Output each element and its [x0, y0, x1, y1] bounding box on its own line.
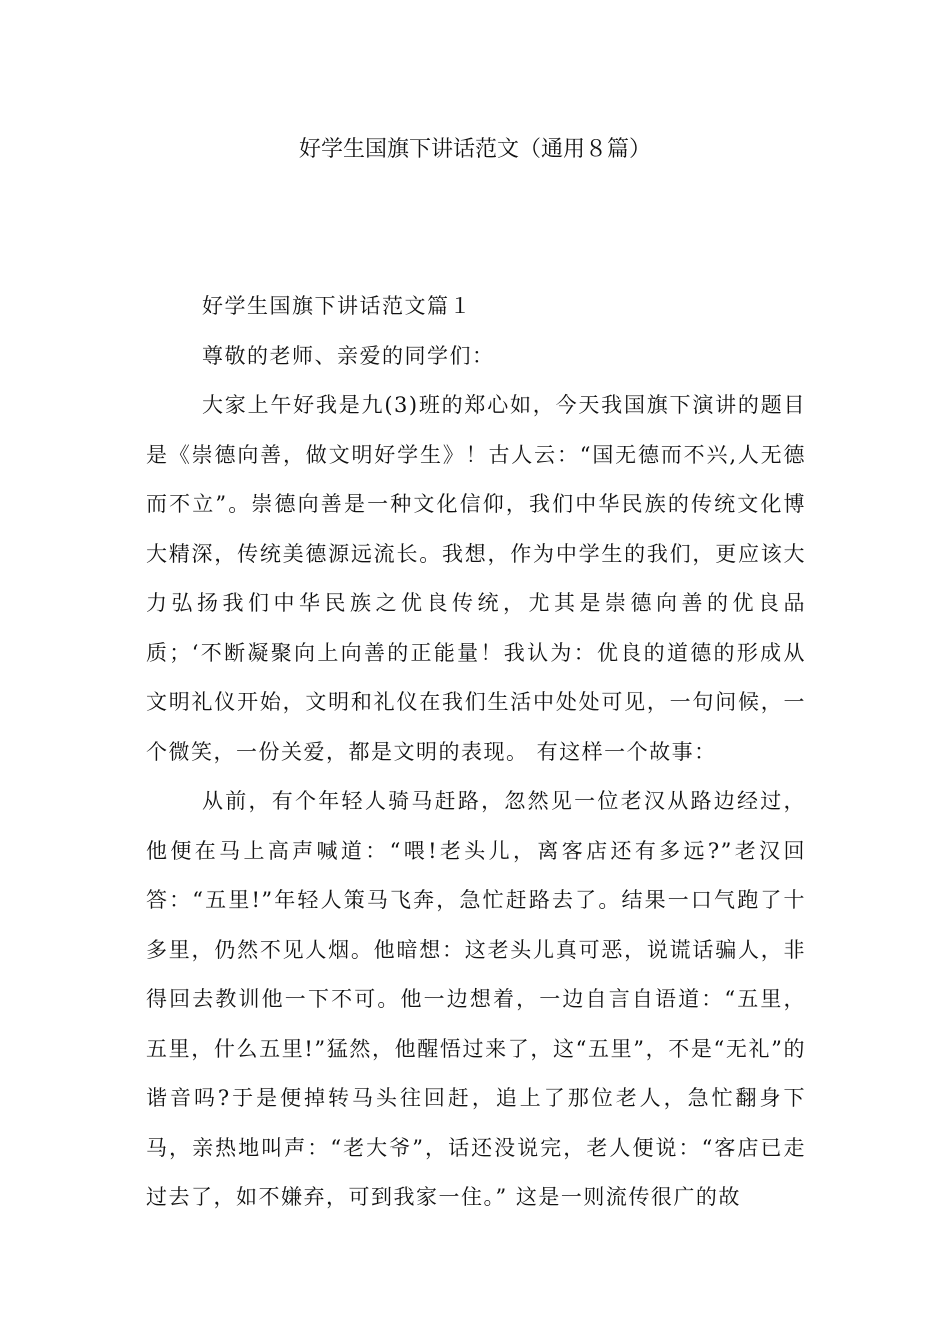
document-title: 好学生国旗下讲话范文（通用８篇）	[298, 137, 651, 162]
document-body	[146, 282, 806, 1223]
greeting: 尊敬的老师、亲爱的同学们：	[202, 343, 495, 368]
paragraph-1: 大家上午好我是九(3)班的郑心如，今天我国旗下演讲的题目是《崇德向善，做文明好学生》！古人云：“国无德而不兴,人无德而不立”。崇德向善是一种文化信仰，我们中华民族的传统文化博大精深，传统美德源远流长。我想，作为中学生的我们，更应该大力弘扬我们中华民族之优良传统，尤其是崇德向善的优良品质；‘不断凝聚向上向善的正能量！我认为：优良的道德的形成从文明礼仪开始，文明和礼仪在我们生活中处处可见，一句问候，一个微笑，一份关爱，都是文明的表现。 有这样一个故事：	[146, 393, 806, 764]
paragraph-2: 从前，有个年轻人骑马赶路，忽然见一位老汉从路边经过，他便在马上高声喊道：“喂!老头儿，离客店还有多远?”老汉回答：“五里!”年轻人策马飞奔，急忙赶路去了。结果一口气跑了十多里，仍然不见人烟。他暗想：这老头儿真可恶，说谎话骗人，非得回去教训他一下不可。他一边想着，一边自言自语道：“五里，五里，什么五里!”猛然，他醒悟过来了，这“五里”，不是“无礼”的谐音吗?于是便掉转马头往回赶，追上了那位老人，急忙翻身下马，亲热地叫声：“老大爷”，话还没说完，老人便说：“客店已走过去了，如不嫌弃，可到我家一住。” 这是一则流传很广的故	[146, 789, 806, 1209]
section-heading: 好学生国旗下讲话范文篇１	[202, 294, 472, 318]
